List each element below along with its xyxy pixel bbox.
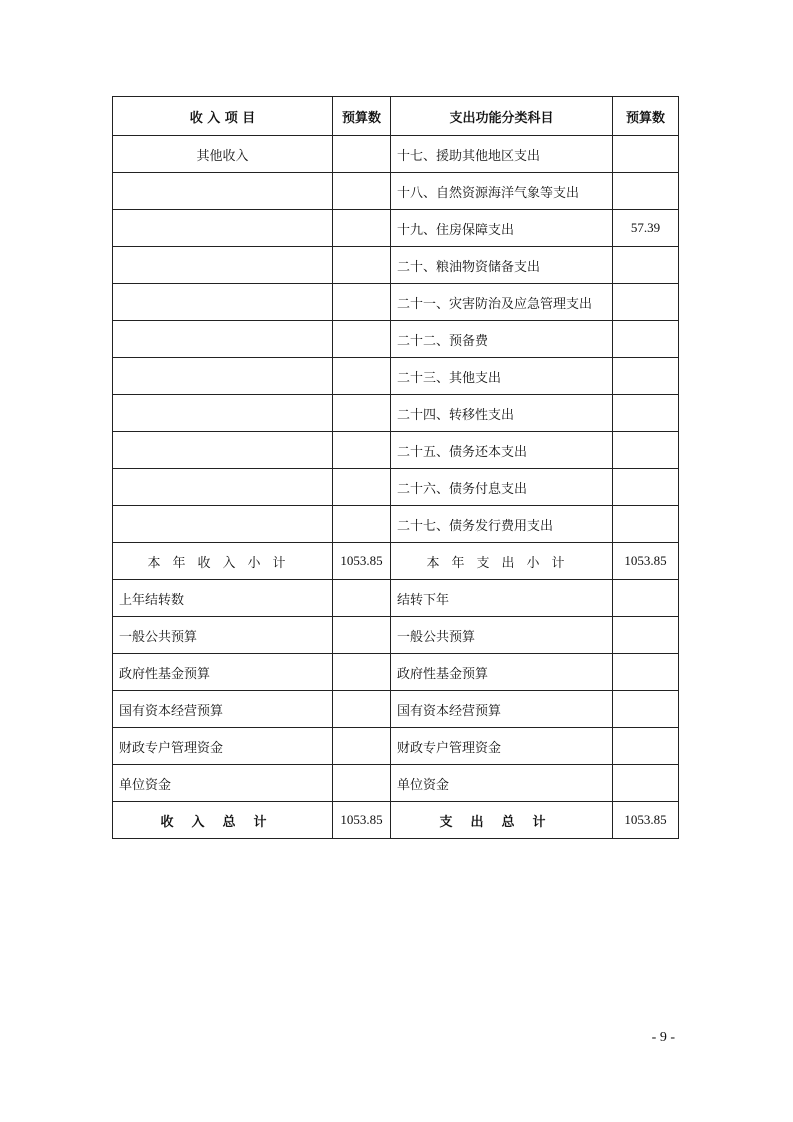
table-row xyxy=(113,765,679,802)
income-item xyxy=(113,210,333,247)
expense-amount xyxy=(613,136,679,173)
income-item xyxy=(113,284,333,321)
table-row xyxy=(113,210,679,247)
expense-amount xyxy=(613,321,679,358)
income-amount xyxy=(333,247,391,284)
income-item xyxy=(113,469,333,506)
income-amount xyxy=(333,469,391,506)
expense-item: 二十、粮油物资储备支出 xyxy=(391,247,613,284)
expense-amount: 57.39 xyxy=(613,210,679,247)
expense-subtotal-amount: 1053.85 xyxy=(613,543,679,580)
income-sub-item: 国有资本经营预算 xyxy=(113,691,333,728)
expense-subtotal-label: 本年支出小计 xyxy=(391,543,613,580)
income-amount xyxy=(333,210,391,247)
income-sub-item: 单位资金 xyxy=(113,765,333,802)
income-amount xyxy=(333,321,391,358)
expense-amount xyxy=(613,284,679,321)
expense-amount xyxy=(613,358,679,395)
table-row xyxy=(113,432,679,469)
carry-row xyxy=(113,580,679,617)
expense-item: 二十七、债务发行费用支出 xyxy=(391,506,613,543)
table-row xyxy=(113,395,679,432)
income-sub-amount xyxy=(333,728,391,765)
income-sub-amount xyxy=(333,691,391,728)
income-amount xyxy=(333,173,391,210)
prior-year-carryover-amount xyxy=(333,580,391,617)
table-row xyxy=(113,247,679,284)
income-item xyxy=(113,321,333,358)
expense-item: 十八、自然资源海洋气象等支出 xyxy=(391,173,613,210)
expense-item: 二十六、债务付息支出 xyxy=(391,469,613,506)
expense-amount xyxy=(613,395,679,432)
expense-item: 二十一、灾害防治及应急管理支出 xyxy=(391,284,613,321)
expense-item: 二十四、转移性支出 xyxy=(391,395,613,432)
income-item: 其他收入 xyxy=(113,136,333,173)
table-row xyxy=(113,691,679,728)
expense-amount xyxy=(613,432,679,469)
table-row xyxy=(113,469,679,506)
budget-table xyxy=(112,96,679,839)
table-row xyxy=(113,506,679,543)
table-row xyxy=(113,358,679,395)
expense-item: 二十二、预备费 xyxy=(391,321,613,358)
income-sub-item: 一般公共预算 xyxy=(113,617,333,654)
income-item xyxy=(113,395,333,432)
income-sub-item: 政府性基金预算 xyxy=(113,654,333,691)
income-item xyxy=(113,358,333,395)
income-amount xyxy=(333,284,391,321)
header-expense-budget: 预算数 xyxy=(613,97,679,136)
income-sub-amount xyxy=(333,654,391,691)
expense-item: 十九、住房保障支出 xyxy=(391,210,613,247)
carry-to-next-year-amount xyxy=(613,580,679,617)
table-header-row xyxy=(113,97,679,136)
income-item xyxy=(113,432,333,469)
table-row xyxy=(113,136,679,173)
income-amount xyxy=(333,395,391,432)
page-number: - 9 - xyxy=(651,1030,675,1045)
expense-amount xyxy=(613,506,679,543)
expense-sub-amount xyxy=(613,765,679,802)
header-expense-category: 支出功能分类科目 xyxy=(391,97,613,136)
total-row xyxy=(113,802,679,839)
expense-sub-amount xyxy=(613,617,679,654)
header-income-items: 收 入 项 目 xyxy=(113,97,333,136)
income-amount xyxy=(333,358,391,395)
expense-sub-item: 一般公共预算 xyxy=(391,617,613,654)
table-row xyxy=(113,728,679,765)
income-subtotal-label: 本年收入小计 xyxy=(113,543,333,580)
income-sub-item: 财政专户管理资金 xyxy=(113,728,333,765)
income-total-amount: 1053.85 xyxy=(333,802,391,839)
expense-sub-amount xyxy=(613,654,679,691)
subtotal-row xyxy=(113,543,679,580)
income-item xyxy=(113,247,333,284)
table-row xyxy=(113,173,679,210)
income-subtotal-amount: 1053.85 xyxy=(333,543,391,580)
income-total-label: 收入总计 xyxy=(113,802,333,839)
expense-amount xyxy=(613,173,679,210)
expense-item: 十七、援助其他地区支出 xyxy=(391,136,613,173)
expense-sub-amount xyxy=(613,728,679,765)
table-row xyxy=(113,617,679,654)
expense-sub-amount xyxy=(613,691,679,728)
income-sub-amount xyxy=(333,765,391,802)
income-item xyxy=(113,506,333,543)
expense-item: 二十三、其他支出 xyxy=(391,358,613,395)
expense-sub-item: 财政专户管理资金 xyxy=(391,728,613,765)
table-row xyxy=(113,284,679,321)
expense-sub-item: 政府性基金预算 xyxy=(391,654,613,691)
table-row xyxy=(113,321,679,358)
income-amount xyxy=(333,136,391,173)
income-sub-amount xyxy=(333,617,391,654)
expense-sub-item: 单位资金 xyxy=(391,765,613,802)
header-income-budget: 预算数 xyxy=(333,97,391,136)
table-row xyxy=(113,654,679,691)
expense-total-label: 支出总计 xyxy=(391,802,613,839)
income-item xyxy=(113,173,333,210)
expense-total-amount: 1053.85 xyxy=(613,802,679,839)
expense-sub-item: 国有资本经营预算 xyxy=(391,691,613,728)
expense-amount xyxy=(613,247,679,284)
expense-amount xyxy=(613,469,679,506)
carry-to-next-year-label: 结转下年 xyxy=(391,580,613,617)
income-amount xyxy=(333,432,391,469)
prior-year-carryover-label: 上年结转数 xyxy=(113,580,333,617)
expense-item: 二十五、债务还本支出 xyxy=(391,432,613,469)
income-amount xyxy=(333,506,391,543)
